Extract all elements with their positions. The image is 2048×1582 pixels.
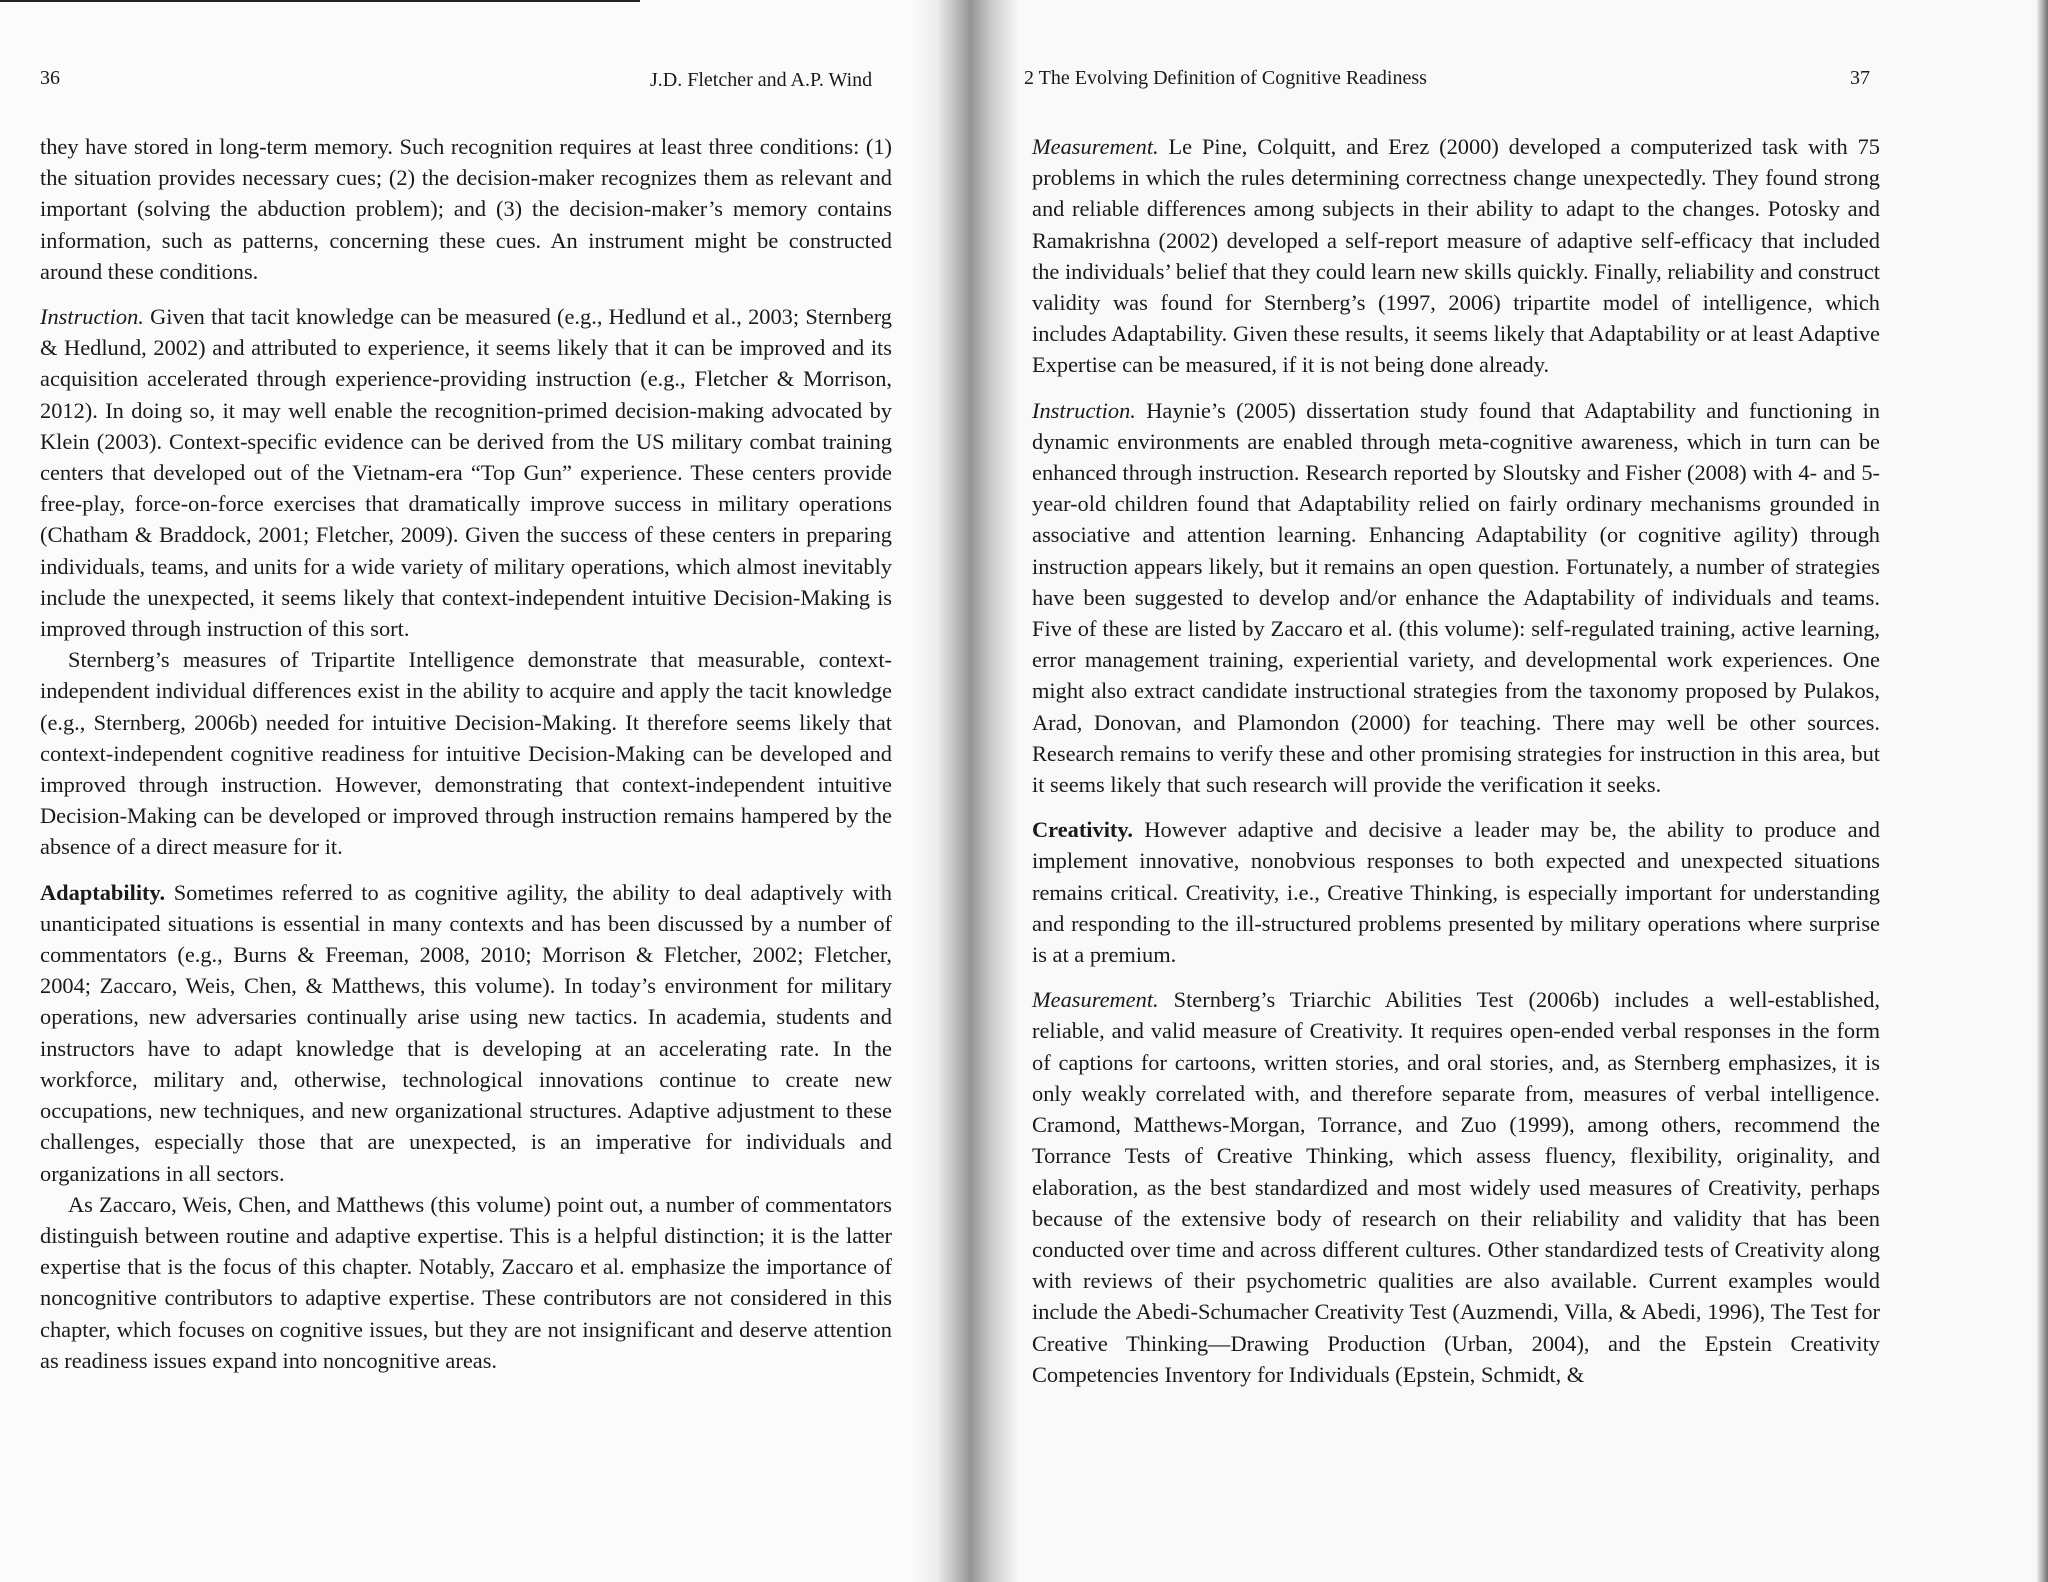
left-body-text xyxy=(40,131,892,1376)
left-page xyxy=(0,0,940,1582)
paragraph xyxy=(1032,814,1880,970)
paragraph xyxy=(40,131,892,287)
paragraph-text: Given that tacit knowledge can be measured (e.g., Hedlund et al., 2003; Sternberg & Hedlund, 2002) and attributed to experience, it seems likely that it can be improved and its acquisition accelerated through experience-providing instruction (e.g., Fletcher & Morrison, 2012). In doing so, it may well enable the recognition-primed decision-making advocated by Klein (2003). Context-specific evidence can be derived from the US military combat training centers that developed out of the Vietnam-era “Top Gun” experience. These centers provide free-play, force-on-force exercises that dramatically improve success in military operations (Chatham & Braddock, 2001; Fletcher, 2009). Given the success of these centers in preparing individuals, teams, and units for a wide variety of military operations, which almost inevitably include the unexpected, it seems likely that context-independent intuitive Decision-Making is improved through instruction of this sort. xyxy=(40,304,892,642)
right-running-head: 2 The Evolving Definition of Cognitive Readiness xyxy=(1024,67,1427,89)
section-heading-adaptability: Adaptability. xyxy=(40,879,166,905)
paragraph-text: As Zaccaro, Weis, Chen, and Matthews (this volume) point out, a number of commentators distinguish between routine and adaptive expertise. This is a helpful distinction; it is the latter expertise that is the focus of this chapter. Notably, Zaccaro et al. emphasize the importance of noncognitive contributors to adaptive expertise. These contributors are not considered in this chapter, which focuses on cognitive issues, but they are not insignificant and deserve attention as readiness issues expand into noncognitive areas. xyxy=(40,1191,892,1373)
paragraph xyxy=(1032,984,1880,1390)
paragraph-lead: Measurement. xyxy=(1032,134,1159,159)
paragraph-text: Sometimes referred to as cognitive agility, the ability to deal adaptively with unanticipated situations is essential in many contexts and has been discussed by a number of commentators (e.g., Burns & Freeman, 2008, 2010; Morrison & Fletcher, 2002; Fletcher, 2004; Zaccaro, Weis, Chen, & Matthews, this volume). In today’s environment for military operations, new adversaries continually arise using new tactics. In academia, students and instructors have to adapt knowledge that is developing at an accelerating rate. In the workforce, military and, otherwise, technological innovations continue to create new occupations, new techniques, and new organizational structures. Adaptive adjustment to these challenges, especially those that are unexpected, is an imperative for individuals and organizations in all sectors. xyxy=(40,879,892,1186)
section-heading-creativity: Creativity. xyxy=(1032,817,1133,843)
paragraph-lead: Instruction. xyxy=(1032,397,1136,423)
right-page xyxy=(940,0,2048,1582)
paragraph-text: However adaptive and decisive a leader may be, the ability to produce and implement innovative, nonobvious responses to both expected and unexpected situations remains critical. Creativity, i.e., Creative Thinking, is especially important for understanding and responding to the ill-structured problems presented by military operations where surprise is at a premium. xyxy=(1032,817,1880,968)
paragraph xyxy=(1032,131,1880,381)
paragraph-lead: Measurement. xyxy=(1032,987,1159,1013)
paragraph xyxy=(40,301,892,644)
paragraph-text: Sternberg’s Triarchic Abilities Test (2006b) includes a well-established, reliable, and valid measure of Creativity. It requires open-ended verbal responses in the form of captions for cartoons, written stories, and oral stories, and, as Sternberg emphasizes, it is only weakly correlated with, and therefore separate from, measures of verbal intelligence. Cramond, Matthews-Morgan, Torrance, and Zuo (1999), among others, recommend the Torrance Tests of Creative Thinking, which assess fluency, flexibility, originality, and elaboration, as the best standardized and most widely used measures of Creativity, perhaps because of the extensive body of research on their reliability and validity that has been conducted over time and across different cultures. Other standardized tests of Creativity along with reviews of their psychometric qualities are also available. Current examples would include the Abedi-Schumacher Creativity Test (Auzmendi, Villa, & Abedi, 1996), The Test for Creative Thinking—Drawing Production (Urban, 2004), and the Epstein Creativity Competencies Inventory for Individuals (Epstein, Schmidt, & xyxy=(1032,987,1880,1387)
paragraph xyxy=(1032,395,1880,801)
left-running-head: J.D. Fletcher and A.P. Wind xyxy=(650,69,873,91)
paragraph-text: Le Pine, Colquitt, and Erez (2000) developed a computerized task with 75 problems in which the rules determining correctness change unexpectedly. They found strong and reliable differences among subjects in their ability to adapt to the changes. Potosky and Ramakrishna (2002) developed a self-report measure of adaptive self-efficacy that included the individuals’ belief that they could learn new skills quickly. Finally, reliability and construct validity was found for Sternberg’s (1997, 2006) tripartite model of intelligence, which includes Adaptability. Given these results, it seems likely that Adaptability or at least Adaptive Expertise can be measured, if it is not being done already. xyxy=(1032,134,1880,378)
paragraph-text: Sternberg’s measures of Tripartite Intelligence demonstrate that measurable, context-independent individual differences exist in the ability to acquire and apply the tacit knowledge (e.g., Sternberg, 2006b) needed for intuitive Decision-Making. It therefore seems likely that context-independent cognitive readiness for intuitive Decision-Making can be developed and improved through instruction. However, demonstrating that context-independent intuitive Decision-Making can be developed or improved through instruction remains hampered by the absence of a direct measure for it. xyxy=(40,647,892,860)
paragraph-text: Haynie’s (2005) dissertation study found that Adaptability and functioning in dynamic environments are enabled through meta-cognitive awareness, which in turn can be enhanced through instruction. Research reported by Sloutsky and Fisher (2008) with 4- and 5-year-old children found that Adaptability relied on fairly ordinary mechanisms grounded in associative and attention learning. Enhancing Adaptability (or cognitive agility) through instruction appears likely, but it remains an open question. Fortunately, a number of strategies have been suggested to develop and/or enhance the Adaptability of individuals and teams. Five of these are listed by Zaccaro et al. (this volume): self-regulated training, active learning, error management training, experiential variety, and developmental work experiences. One might also extract candidate instructional strategies from the taxonomy proposed by Pulakos, Arad, Donovan, and Plamondon (2000) for teaching. There may well be other sources. Research remains to verify these and other promising strategies for instruction in this area, but it seems likely that such research will provide the verification it seeks. xyxy=(1032,397,1880,798)
left-page-number: 36 xyxy=(40,67,60,89)
right-page-number: 37 xyxy=(1850,67,1870,89)
top-rule xyxy=(0,0,640,2)
paragraph xyxy=(40,877,892,1189)
paragraph xyxy=(40,644,892,862)
paragraph xyxy=(40,1189,892,1376)
page-edge-shadow xyxy=(2036,0,2048,1582)
right-body-text xyxy=(1032,131,1880,1390)
book-gutter-shadow xyxy=(910,0,1020,1582)
paragraph-lead: Instruction. xyxy=(40,304,144,330)
paragraph-text: they have stored in long-term memory. Such recognition requires at least three conditions: (1) the situation provides necessary cues; (2) the decision-maker recognizes them as relevant and important (solving the abduction problem); and (3) the decision-maker’s memory contains information, such as patterns, concerning these cues. An instrument might be constructed around these conditions. xyxy=(40,134,892,284)
